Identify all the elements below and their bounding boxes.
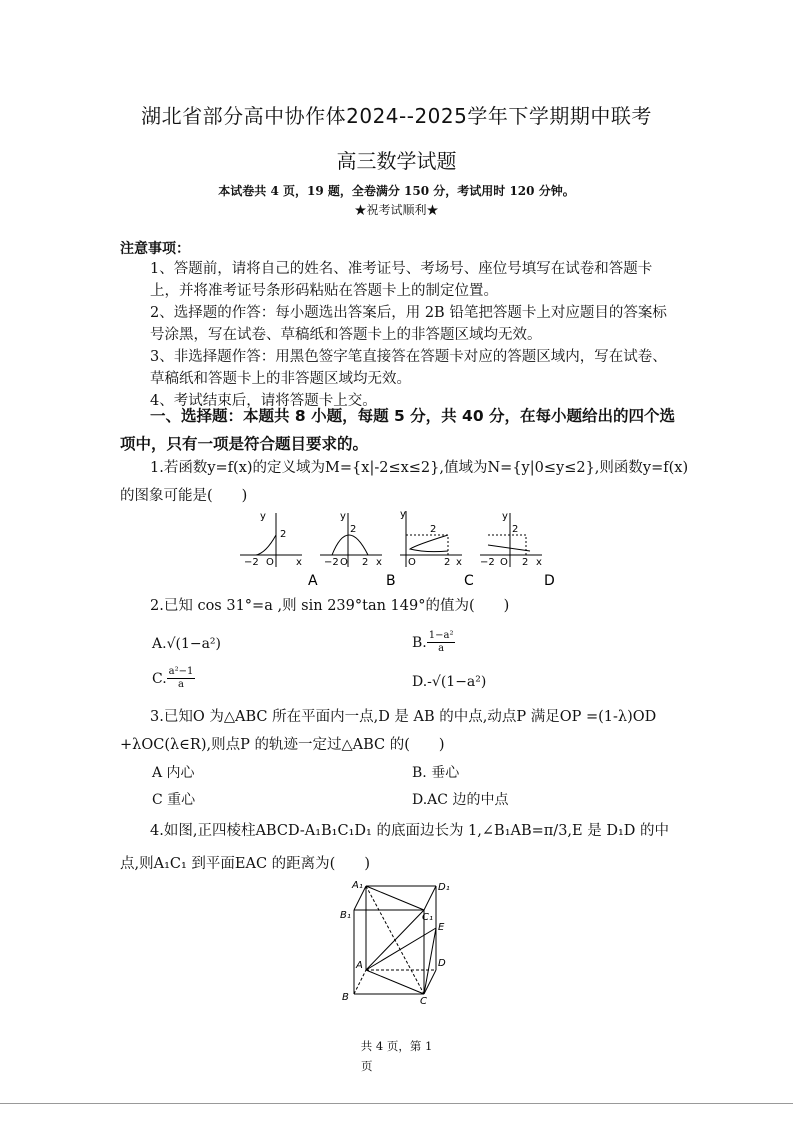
question-number: 3. [150, 709, 164, 725]
option-d: D.AC 边的中点 [412, 792, 509, 808]
option-d: D.-√(1−a²) [412, 674, 487, 690]
notice-item: 2、选择题的作答：每小题选出答案后，用 2B 铅笔把答题卡上对应题目的答案标号涂黑，写在试卷、草稿纸和答题卡上的非答题区域均无效。 [150, 305, 667, 343]
question-text: 已知 cos 31°=a ,则 sin 239°tan 149°的值为( ) [163, 598, 510, 614]
graph-tick-label: 2 [522, 557, 529, 568]
graph-option-label: A [308, 573, 318, 589]
vertex-label: C₁ [422, 912, 433, 923]
sqrt-expression: √(1−a²) [431, 674, 487, 690]
vertex-label: A₁ [352, 880, 363, 891]
graph-y-label: y [400, 509, 406, 520]
option-c: C 重心 [152, 792, 196, 808]
question-4-line2: 点,则A₁C₁ 到平面EAC 的距离为( ) [120, 856, 370, 872]
option-c: C. a²−1 a [152, 666, 194, 690]
notice-item: 3、非选择题作答：用黑色签字笔直接答在答题卡对应的答题区域内，写在试卷、草稿纸和答题卡上的非答题区域均无效。 [150, 349, 667, 387]
graph-tick-label: −2 [244, 557, 259, 568]
vertex-label: C [420, 996, 427, 1006]
question-text: 已知O 为△ABC 所在平面内一点,D 是 AB 的中点,动点P 满足OP =(1-λ)OD [163, 709, 657, 725]
sqrt-expression: √(1−a²) [166, 636, 222, 652]
question-number: 2. [150, 598, 164, 614]
question-number: 4. [150, 823, 164, 839]
graph-tick-label: −2 [480, 557, 495, 568]
section-heading: 一、选择题：本题共 8 小题，每题 5 分，共 40 分，在每小题给出的四个选项中，只有一项是符合题目要求的。 [120, 407, 676, 453]
fraction: a²−1 a [168, 666, 194, 690]
prism-figure [336, 876, 466, 1006]
graph-y-label: y [502, 511, 508, 522]
vertex-label: D [438, 958, 446, 969]
graph-tick-label: 2 [444, 557, 451, 568]
question-2 [120, 592, 690, 620]
notice-heading: 注意事项： [120, 241, 190, 257]
option-b: B. 1−a² a [412, 630, 454, 654]
exam-title: 湖北省部分高中协作体2024--2025学年下学期期中联考 [141, 104, 652, 128]
option-a: A 内心 [152, 765, 195, 781]
notice-item: 1、答题前，请将自己的姓名、准考证号、考场号、座位号填写在试卷和答题卡上，并将准考证号条形码粘贴在答题卡上的制定位置。 [150, 261, 653, 299]
notice-item: 4、考试结束后，请将答题卡上交。 [150, 393, 377, 409]
vertex-label: B [342, 992, 349, 1003]
graph-tick-label: −2 [324, 557, 339, 568]
graph-x-label: x [536, 557, 542, 568]
graph-tick-label: 2 [430, 524, 437, 535]
question-text: 若函数y=f(x)的定义域为M={x|-2≤x≤2},值域为N={y|0≤y≤2},则函数y=f(x)的图象可能是( ) [120, 460, 689, 504]
graph-x-label: x [456, 557, 462, 568]
graph-tick-label: 2 [362, 557, 369, 568]
page-footer-cont: 页 [361, 1059, 373, 1073]
vertex-label: A [356, 960, 363, 971]
graph-y-label: y [260, 511, 266, 522]
graph-x-label: x [296, 557, 302, 568]
q1-graphs [236, 505, 566, 593]
notice-list [120, 258, 680, 412]
vertex-label: E [438, 922, 445, 933]
question-number: 1. [150, 460, 164, 476]
graph-option-label: C [464, 573, 474, 589]
page-divider [0, 1103, 793, 1104]
graph-tick-label: 2 [280, 529, 287, 540]
option-a: A.√(1−a²) [152, 636, 222, 652]
page-footer: 共 4 页，第 1 [360, 1039, 433, 1053]
graph-origin-label: O [500, 557, 508, 568]
graph-y-label: y [340, 511, 346, 522]
graph-tick-label: 2 [512, 524, 519, 535]
question-3-line2: +λOC(λ∈R),则点P 的轨迹一定过△ABC 的( ) [120, 737, 445, 753]
vertex-label: D₁ [438, 882, 450, 893]
question-4 [120, 817, 690, 845]
graph-origin-label: O [266, 557, 274, 568]
exam-wish: ★祝考试顺利★ [354, 203, 439, 217]
fraction: 1−a² a [428, 630, 454, 654]
option-b: B. 垂心 [412, 765, 460, 781]
question-1 [120, 454, 690, 510]
graph-option-label: D [544, 573, 555, 589]
exam-subtitle: 高三数学试题 [336, 149, 457, 173]
vertex-label: B₁ [340, 910, 351, 921]
exam-info: 本试卷共 4 页，19 题，全卷满分 150 分，考试用时 120 分钟。 [218, 184, 575, 198]
question-text: 如图,正四棱柱ABCD-A₁B₁C₁D₁ 的底面边长为 1,∠B₁AB=π/3,E 是 D₁D 的中 [163, 823, 670, 839]
question-3 [120, 703, 690, 731]
graph-option-label: B [386, 573, 396, 589]
graph-tick-label: 2 [350, 524, 357, 535]
graph-origin-label: O [340, 557, 348, 568]
graph-x-label: x [376, 557, 382, 568]
graph-origin-label: O [408, 557, 416, 568]
